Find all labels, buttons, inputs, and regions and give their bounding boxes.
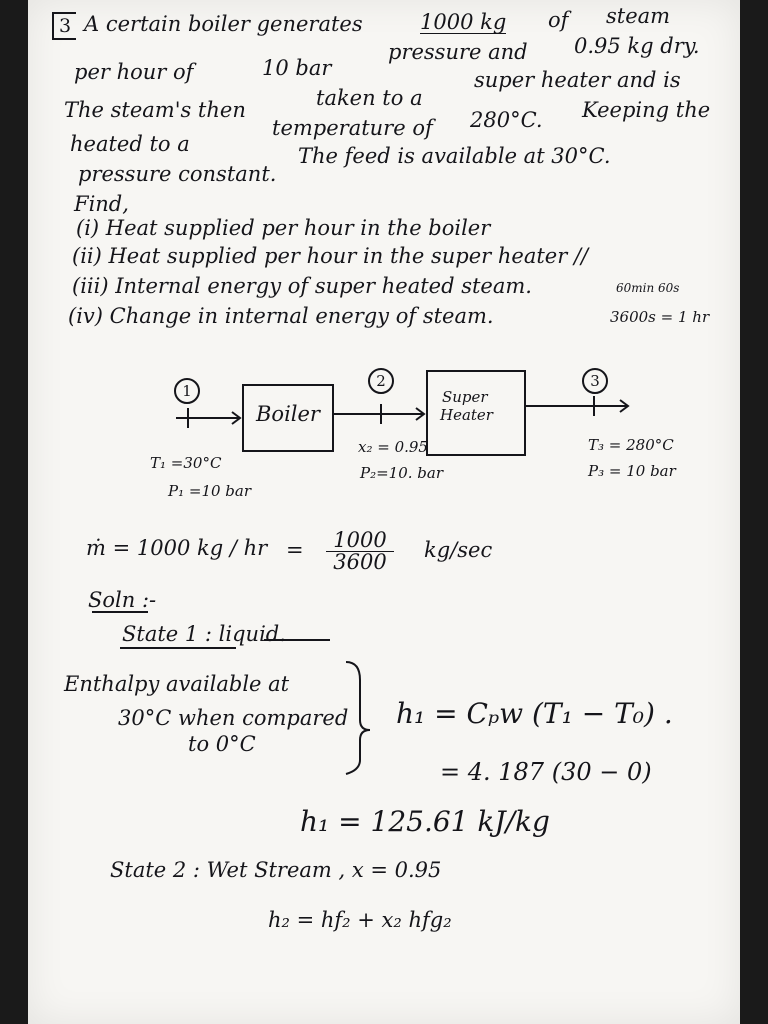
t3-value: T₃ = 280°C bbox=[588, 436, 674, 454]
problem-line: The feed is available at 30°C. bbox=[298, 144, 611, 168]
problem-line: A certain boiler generates bbox=[84, 12, 363, 36]
fraction-denominator: 3600 bbox=[333, 550, 387, 574]
enthalpy-text: Enthalpy available at bbox=[64, 672, 290, 696]
problem-line: 280°C. bbox=[470, 108, 543, 132]
problem-line: taken to a bbox=[316, 86, 423, 110]
problem-line: per hour of bbox=[74, 60, 194, 84]
enthalpy-text: to 0°C bbox=[188, 732, 256, 756]
state-3-marker: 3 bbox=[582, 368, 608, 394]
problem-line: The steam's then bbox=[64, 98, 246, 122]
h1-result: h₁ = 125.61 kJ/kg bbox=[300, 805, 550, 838]
x2-value: x₂ = 0.95 bbox=[358, 438, 428, 456]
p1-value: P₁ =10 bar bbox=[168, 482, 252, 500]
superheater-label: Heater bbox=[440, 406, 493, 424]
boiler-label: Boiler bbox=[256, 402, 320, 426]
problem-line: heated to a bbox=[70, 132, 190, 156]
h1-formula: h₁ = Cₚw (T₁ − T₀) . bbox=[396, 697, 673, 730]
problem-line: of bbox=[548, 8, 569, 32]
problem-line: super heater and is bbox=[474, 68, 681, 92]
problem-line: steam bbox=[606, 4, 671, 28]
question-number: 3 bbox=[52, 12, 76, 40]
t1-value: T₁ =30°C bbox=[150, 454, 222, 472]
margin-note: 3600s = 1 hr bbox=[610, 308, 710, 326]
find-item: (iii) Internal energy of super heated steam. bbox=[72, 274, 532, 298]
fraction-numerator: 1000 bbox=[326, 530, 394, 552]
problem-line: Keeping the bbox=[582, 98, 711, 122]
equals-sign: = bbox=[286, 538, 304, 562]
state-2-marker: 2 bbox=[368, 368, 394, 394]
h2-formula: h₂ = hf₂ + x₂ hfg₂ bbox=[268, 908, 452, 932]
h1-substitution: = 4. 187 (30 − 0) bbox=[440, 758, 652, 786]
find-item: (i) Heat supplied per hour in the boiler bbox=[76, 216, 491, 240]
margin-note: 60min 60s bbox=[616, 281, 680, 295]
problem-line: 10 bar bbox=[262, 56, 332, 80]
enthalpy-text: 30°C when compared bbox=[118, 706, 349, 730]
state2-line: State 2 : Wet Stream , x = 0.95 bbox=[110, 858, 442, 882]
problem-line: 1000 kg bbox=[420, 10, 507, 34]
problem-line: pressure constant. bbox=[78, 162, 277, 186]
superheater-label: Super bbox=[442, 388, 488, 406]
find-label: Find, bbox=[74, 192, 129, 216]
find-item: (iv) Change in internal energy of steam. bbox=[68, 304, 494, 328]
state1-heading: State 1 : liquid. bbox=[122, 622, 286, 646]
problem-line: temperature of bbox=[272, 116, 433, 140]
state-1-marker: 1 bbox=[174, 378, 200, 404]
problem-line: 0.95 kg dry. bbox=[574, 34, 700, 58]
mass-flow-unit: kg/sec bbox=[424, 538, 493, 562]
p2-value: P₂=10. bar bbox=[360, 464, 444, 482]
find-item: (ii) Heat supplied per hour in the super heater // bbox=[72, 244, 589, 268]
solution-label: Soln :- bbox=[88, 588, 157, 612]
problem-line: pressure and bbox=[388, 40, 528, 64]
mass-flow-fraction bbox=[326, 530, 394, 573]
p3-value: P₃ = 10 bar bbox=[588, 462, 676, 480]
mass-flow-lhs: ṁ = 1000 kg / hr bbox=[86, 536, 268, 560]
